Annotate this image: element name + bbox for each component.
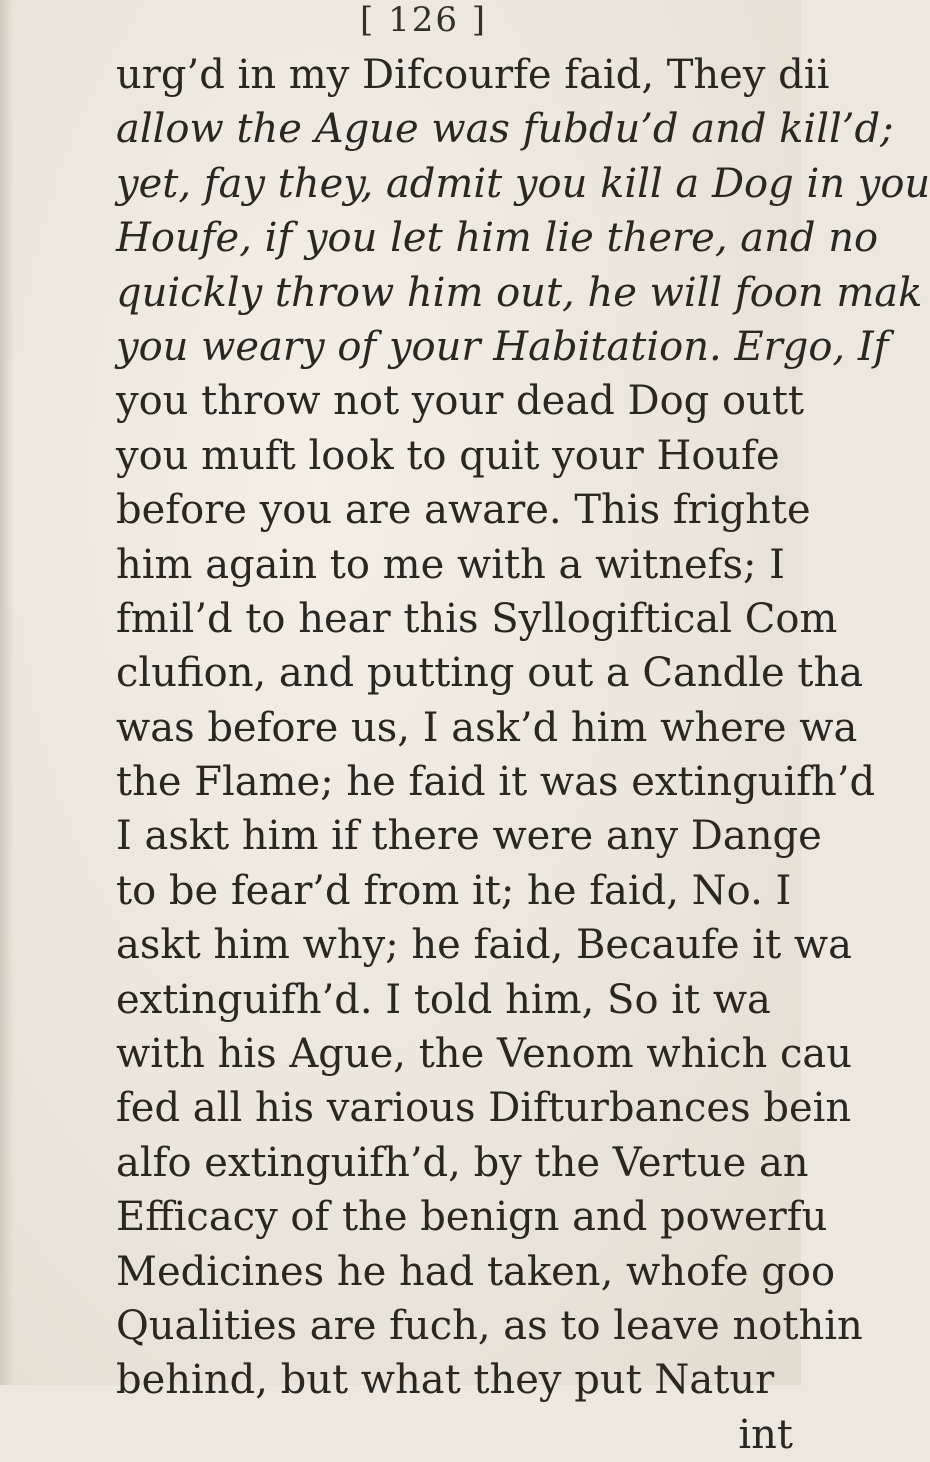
text-line: to be fear’d from it; he faid, No. I bbox=[116, 867, 792, 914]
text-line: Efficacy of the benign and powerfu bbox=[116, 1194, 828, 1241]
text-line: you weary of your Habitation. Ergo, If bbox=[116, 323, 889, 370]
text-line: the Flame; he faid it was extinguifh’d bbox=[116, 759, 876, 806]
catchword: int bbox=[738, 1411, 793, 1458]
text-line: Medicines he had taken, whofe goo bbox=[116, 1248, 836, 1295]
text-line: you muft look to quit your Houfe bbox=[116, 432, 780, 479]
page-gutter-shadow bbox=[0, 0, 14, 1385]
text-line: alfo extinguifh’d, by the Vertue an bbox=[116, 1139, 809, 1186]
text-line: I askt him if there were any Dange bbox=[116, 813, 822, 860]
text-line: with his Ague, the Venom which cau bbox=[116, 1031, 853, 1078]
text-line: allow the Ague was fubdu’d and kill’d; bbox=[116, 106, 894, 153]
text-line: him again to me with a witnefs; I bbox=[116, 541, 785, 588]
page-number: [ 126 ] bbox=[360, 0, 488, 40]
text-line: fmil’d to hear this Syllogiftical Com bbox=[116, 595, 838, 642]
text-line: askt him why; he faid, Becaufe it wa bbox=[116, 922, 852, 969]
text-line: extinguifh’d. I told him, So it wa bbox=[116, 976, 771, 1023]
text-line: Qualities are fuch, as to leave nothin bbox=[116, 1302, 863, 1349]
text-line: quickly throw him out, he will foon mak bbox=[116, 269, 923, 316]
text-line: Houfe, if you let him lie there, and no bbox=[116, 215, 879, 262]
text-line: before you are aware. This frighte bbox=[116, 487, 811, 534]
text-line: you throw not your dead Dog outt bbox=[116, 378, 804, 425]
text-line: urg’d in my Difcourfe faid, They dii bbox=[116, 52, 830, 98]
text-line: yet, fay they, admit you kill a Dog in you bbox=[116, 160, 930, 207]
text-line: fed all his various Difturbances bein bbox=[116, 1085, 852, 1132]
text-line: clufion, and putting out a Candle tha bbox=[116, 650, 864, 697]
text-line: was before us, I ask’d him where wa bbox=[116, 704, 858, 751]
body-text bbox=[116, 48, 930, 1462]
text-line: behind, but what they put Natur bbox=[116, 1357, 775, 1404]
